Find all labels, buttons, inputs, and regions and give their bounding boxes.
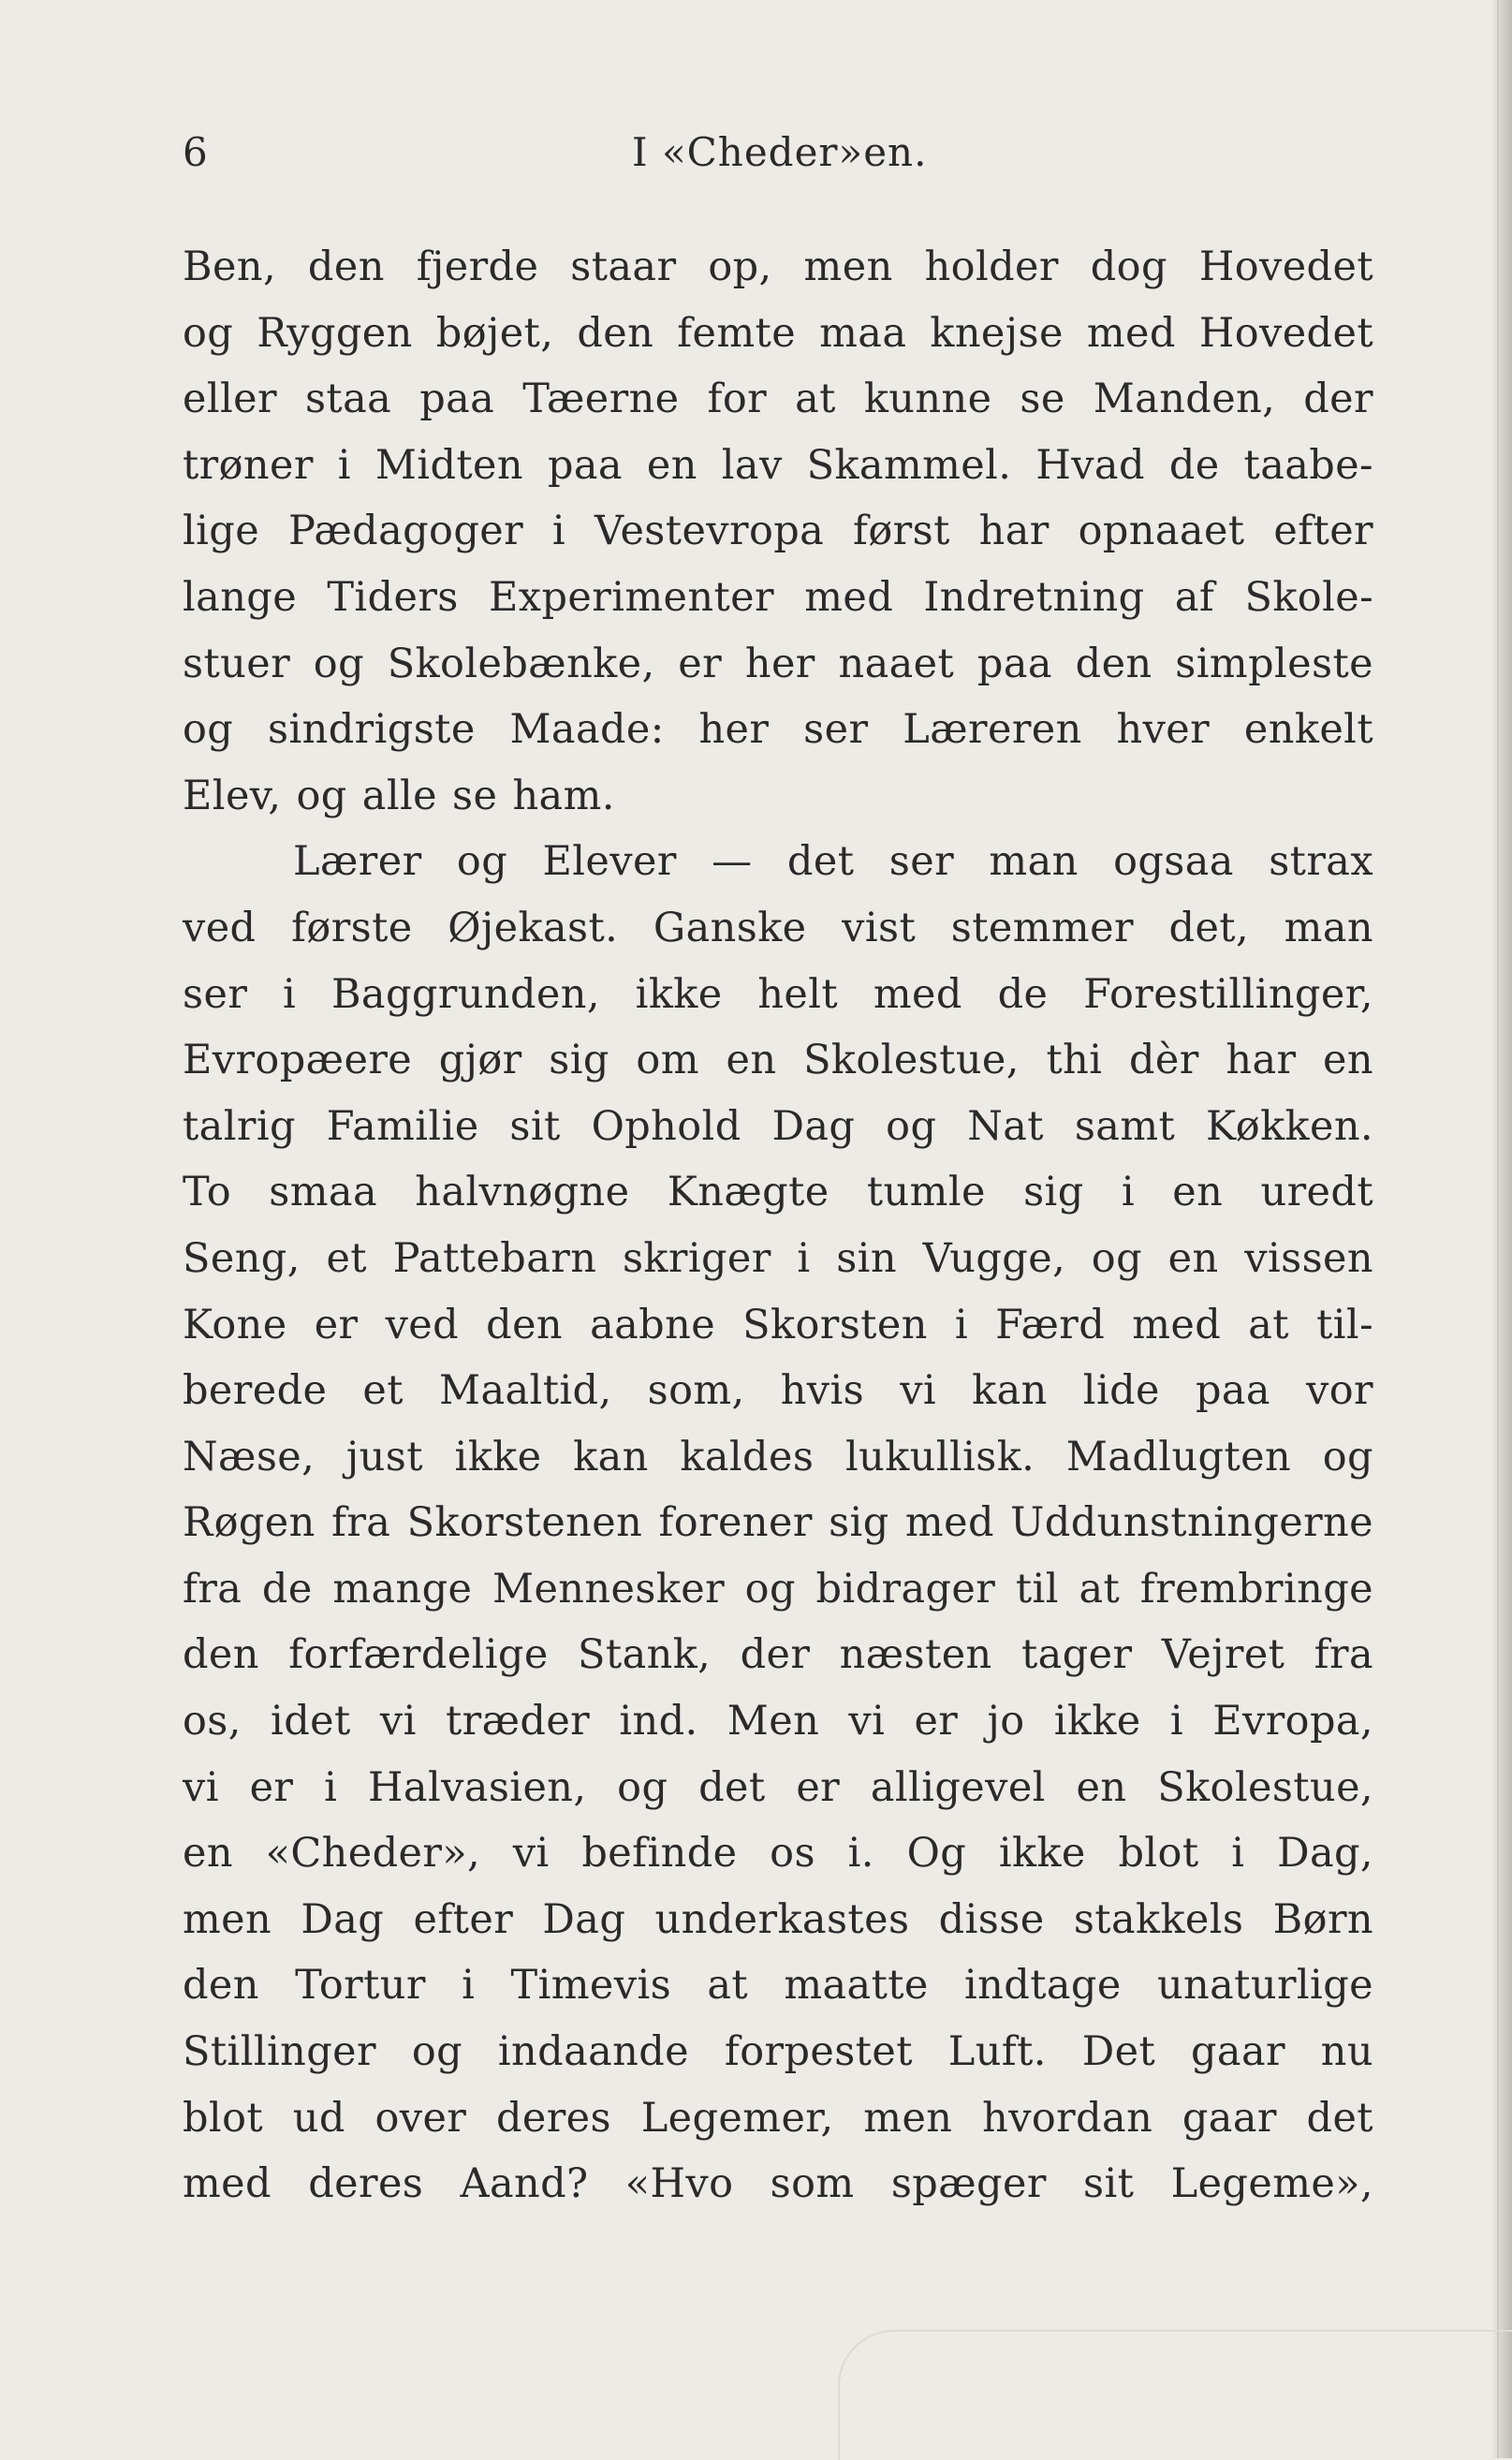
text-line: ser i Baggrunden, ikke helt med de Forestillinger, <box>183 970 1373 1018</box>
page-number: 6 <box>183 129 209 175</box>
text-line: Næse, just ikke kan kaldes lukullisk. Madlugten og <box>183 1433 1373 1480</box>
text-line: og Ryggen bøjet, den femte maa knejse med Hovedet <box>183 309 1373 357</box>
page-edge <box>1491 0 1512 2458</box>
text-line-paragraph-start: Lærer og Elever — det ser man ogsaa strax <box>293 838 1373 886</box>
text-line: lige Pædagoger i Vestevropa først har opnaaet efter <box>183 508 1373 555</box>
text-line: fra de mange Mennesker og bidrager til at frembringe <box>183 1565 1373 1613</box>
text-line: med deres Aand? «Hvo som spæger sit Legeme», <box>183 2160 1373 2208</box>
text-line: Stillinger og indaande forpestet Luft. Det gaar nu <box>183 2028 1373 2076</box>
text-line: blot ud over deres Legemer, men hvordan gaar det <box>183 2094 1373 2142</box>
text-line: ved første Øjekast. Ganske vist stemmer det, man <box>183 904 1373 951</box>
text-line: den forfærdelige Stank, der næsten tager Vejret fra <box>183 1631 1373 1679</box>
text-line: den Tortur i Timevis at maatte indtage unaturlige <box>183 1962 1373 2010</box>
text-line-paragraph-end: Elev, og alle se ham. <box>183 772 615 819</box>
text-line: Kone er ved den aabne Skorsten i Færd med at til- <box>183 1301 1373 1348</box>
text-line: trøner i Midten paa en lav Skammel. Hvad de taabe- <box>183 441 1373 489</box>
text-line: To smaa halvnøgne Knægte tumle sig i en uredt <box>183 1169 1373 1216</box>
page-header <box>183 129 1372 185</box>
text-line: en «Cheder», vi befinde os i. Og ikke blot i Dag, <box>183 1830 1373 1878</box>
text-line: stuer og Skolebænke, er her naaet paa den simpleste <box>183 640 1373 687</box>
text-line: Seng, et Pattebarn skriger i sin Vugge, og en vissen <box>183 1234 1373 1282</box>
text-line: Røgen fra Skorstenen forener sig med Uddunstningerne <box>183 1499 1373 1547</box>
text-line: talrig Familie sit Ophold Dag og Nat samt Køkken. <box>183 1102 1373 1150</box>
running-title: I «Cheder»en. <box>632 129 928 175</box>
text-line: lange Tiders Experimenter med Indretning af Skole- <box>183 573 1373 621</box>
paper-crease <box>838 2330 1512 2460</box>
page-edge-line <box>1497 0 1499 2458</box>
text-line: men Dag efter Dag underkastes disse stakkels Børn <box>183 1895 1373 1943</box>
text-line: eller staa paa Tæerne for at kunne se Manden, der <box>183 376 1373 423</box>
text-line: berede et Maaltid, som, hvis vi kan lide paa vor <box>183 1367 1373 1415</box>
text-line: os, idet vi træder ind. Men vi er jo ikke i Evropa, <box>183 1698 1373 1746</box>
text-line: vi er i Halvasien, og det er alligevel en Skolestue, <box>183 1763 1373 1811</box>
text-line: Ben, den fjerde staar op, men holder dog Hovedet <box>183 243 1373 290</box>
body-text <box>183 234 1373 2217</box>
text-line: og sindrigste Maade: her ser Læreren hver enkelt <box>183 706 1373 754</box>
text-line: Evropæere gjør sig om en Skolestue, thi dèr har en <box>183 1037 1373 1084</box>
